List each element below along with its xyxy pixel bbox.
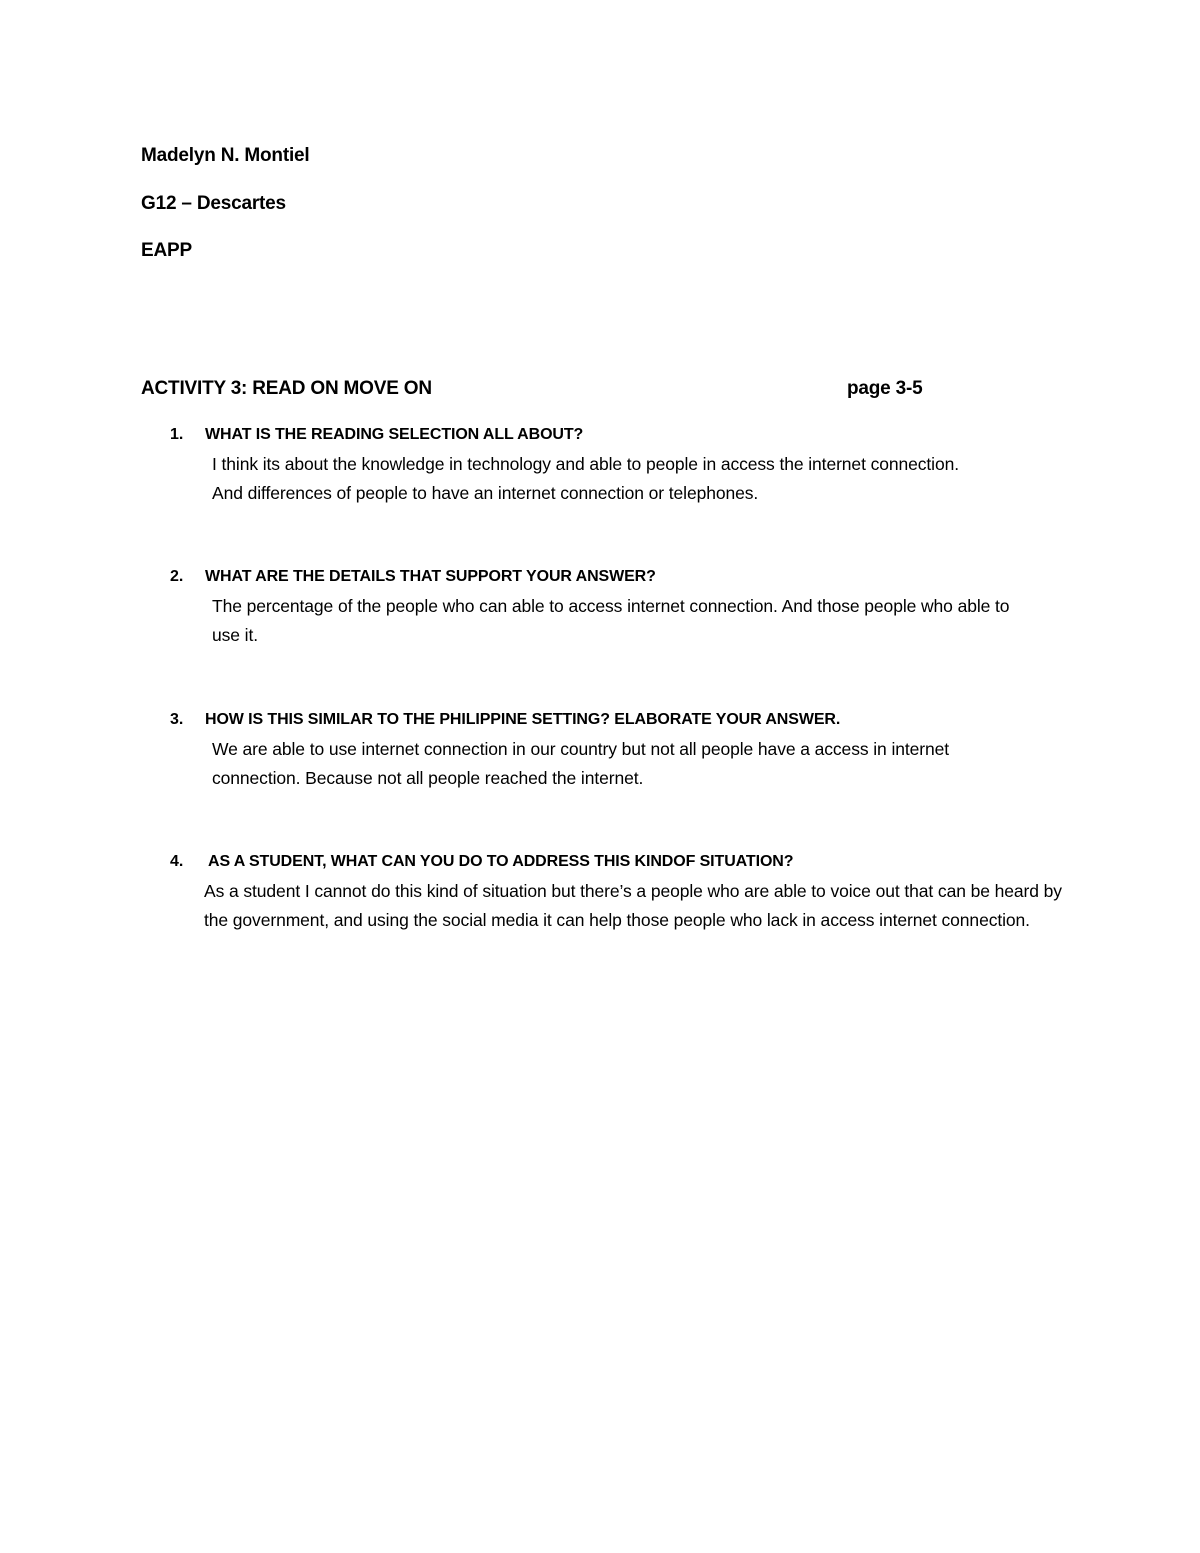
answer-text: We are able to use internet connection in our country but not all people have a access in internet connection. Because not all people reached the internet. xyxy=(212,739,950,788)
answer-text: I think its about the knowledge in technology and able to people in access the internet connection. And differences of people to have an internet connection or telephones. xyxy=(212,454,960,503)
question-number: 3. xyxy=(170,711,184,728)
question-text: HOW IS THIS SIMILAR TO THE PHILIPPINE SETTING? ELABORATE YOUR ANSWER. xyxy=(205,711,841,728)
page-reference: page 3-5 xyxy=(847,378,923,399)
answer-text: The percentage of the people who can able to access internet connection. And those people who able to use it. xyxy=(212,596,1010,645)
question-number: 4. xyxy=(170,853,184,870)
question-text: AS A STUDENT, WHAT CAN YOU DO TO ADDRESS THIS KINDOF SITUATION? xyxy=(208,853,794,870)
student-name: Madelyn N. Montiel xyxy=(141,145,310,166)
question-text: WHAT IS THE READING SELECTION ALL ABOUT? xyxy=(205,426,584,443)
activity-title: ACTIVITY 3: READ ON MOVE ON xyxy=(141,378,432,399)
question-number: 1. xyxy=(170,426,184,443)
question-text: WHAT ARE THE DETAILS THAT SUPPORT YOUR ANSWER? xyxy=(205,568,656,585)
answer-text: As a student I cannot do this kind of situation but there’s a people who are able to voice out that can be heard by the government, and using the social media it can help those people who lack in access internet connection. xyxy=(204,881,1062,930)
subject-label: EAPP xyxy=(141,240,192,261)
student-section: G12 – Descartes xyxy=(141,193,286,214)
question-number: 2. xyxy=(170,568,184,585)
